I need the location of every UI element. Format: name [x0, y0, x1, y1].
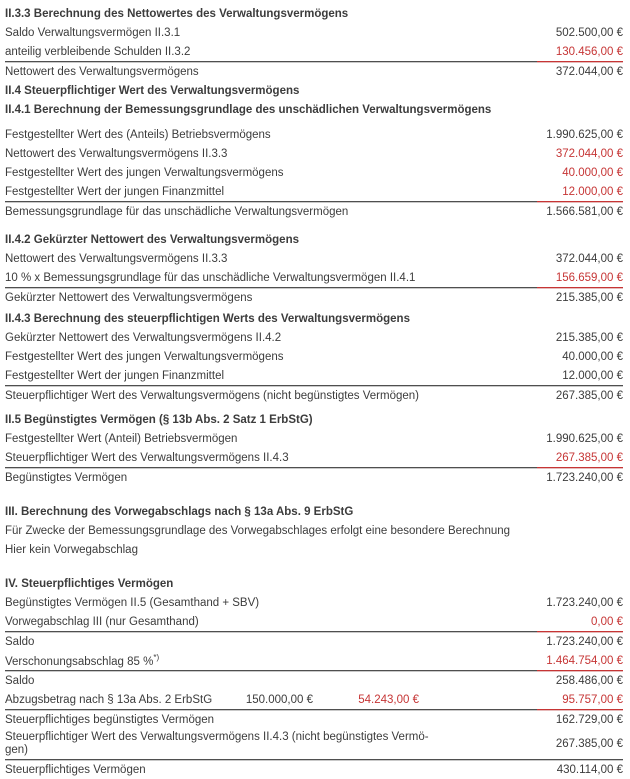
row-label-text: Nettowert des Verwaltungsvermögens — [5, 65, 199, 78]
row-label — [5, 597, 546, 609]
row-value: 40.000,00 € — [562, 166, 623, 179]
row-value: 1.464.754,00 € — [546, 654, 623, 667]
row-label — [5, 27, 556, 39]
table-row — [5, 62, 623, 81]
table-row — [5, 328, 623, 347]
row-label-text: Festgestellter Wert des jungen Verwaltungsvermögens — [5, 350, 284, 363]
row-label-text: Nettowert des Verwaltungsvermögens II.3.3 — [5, 147, 228, 160]
row-label — [5, 675, 556, 687]
table-row — [5, 288, 623, 307]
row-label — [5, 46, 556, 58]
section — [5, 81, 623, 100]
section-heading: II.4.3 Berechnung des steuerpflichtigen Werts des Verwaltungsvermögens — [5, 312, 410, 325]
row-value: 0,00 € — [591, 615, 623, 628]
row-value: 1.566.581,00 € — [546, 205, 623, 218]
table-row — [5, 347, 623, 366]
row-label-text: Steuerpflichtiger Wert des Verwaltungsvermögens II.4.3 — [5, 451, 289, 464]
sum-separator — [5, 467, 623, 468]
section-rows — [5, 23, 623, 81]
row-value: 40.000,00 € — [562, 350, 623, 363]
table-row — [5, 710, 623, 729]
row-label — [5, 370, 562, 382]
row-mid-value-1: 150.000,00 € — [245, 693, 313, 706]
row-label-text: Bemessungsgrundlage für das unschädliche Verwaltungsvermögen — [5, 205, 349, 218]
row-label-text: Begünstigtes Vermögen — [5, 471, 128, 484]
sum-separator — [5, 61, 623, 62]
row-label-text: Für Zwecke der Bemessungsgrundlage des Vorwegabschlages erfolgt eine besondere Berechnung — [5, 524, 511, 537]
table-row — [5, 182, 623, 201]
row-label-text: Festgestellter Wert der jungen Finanzmittel — [5, 369, 225, 382]
row-label-text: Gekürzter Nettowert des Verwaltungsvermögens II.4.2 — [5, 331, 282, 344]
table-row — [5, 249, 623, 268]
row-label — [5, 167, 562, 179]
row-label-text: Hier kein Vorwegabschlag — [5, 543, 138, 556]
row-value: 130.456,00 € — [555, 45, 623, 58]
row-value: 12.000,00 € — [562, 369, 623, 382]
row-value: 430.114,00 € — [556, 763, 623, 776]
section-rows — [5, 521, 623, 559]
sum-separator — [5, 201, 623, 202]
row-label — [5, 351, 562, 363]
row-label — [5, 714, 556, 726]
row-label — [5, 616, 591, 628]
section — [5, 100, 623, 221]
row-value: 162.729,00 € — [555, 713, 623, 726]
sum-separator — [5, 759, 623, 760]
row-label-text: 10 % x Bemessungsgrundlage für das unschädliche Verwaltungsvermögen II.4.1 — [5, 271, 416, 284]
row-label-text: Saldo — [5, 674, 35, 687]
row-label — [5, 292, 556, 304]
table-row — [5, 366, 623, 385]
section-heading: IV. Steuerpflichtiges Vermögen — [5, 577, 174, 590]
row-label-line: Steuerpflichtiger Wert des Verwaltungsvermögens II.4.3 (nicht begünstigtes Vermö- — [5, 731, 429, 743]
row-label — [5, 544, 623, 556]
section-heading: II.5 Begünstigtes Vermögen (§ 13b Abs. 2 Satz 1 ErbStG) — [5, 413, 313, 426]
section-heading: II.3.3 Berechnung des Nettowertes des Verwaltungsvermögens — [5, 7, 349, 20]
section-rows — [5, 125, 623, 221]
table-row — [5, 690, 623, 709]
table-row — [5, 651, 623, 670]
table-row — [5, 612, 623, 631]
row-label-text: Festgestellter Wert des jungen Verwaltungsvermögens — [5, 166, 284, 179]
row-label-text: Festgestellter Wert der jungen Finanzmittel — [5, 185, 225, 198]
row-value: 215.385,00 € — [555, 291, 623, 304]
row-value: 1.723.240,00 € — [546, 596, 623, 609]
row-label — [5, 129, 546, 141]
section — [5, 4, 623, 81]
row-label — [5, 472, 546, 484]
row-label-text: Steuerpflichtiges begünstigtes Vermögen — [5, 713, 215, 726]
table-row — [5, 448, 623, 467]
row-value: 267.385,00 € — [555, 389, 623, 402]
row-label-text: anteilig verbleibende Schulden II.3.2 — [5, 45, 191, 58]
section-rows — [5, 429, 623, 487]
row-label: Abzugsbetrag nach § 13a Abs. 2 ErbStG — [5, 693, 213, 706]
row-value: 12.000,00 € — [562, 185, 623, 198]
row-value: 1.990.625,00 € — [546, 128, 623, 141]
table-row — [5, 42, 623, 61]
row-value: 156.659,00 € — [555, 271, 623, 284]
row-label — [5, 636, 546, 648]
table-row — [5, 540, 623, 559]
row-label — [5, 452, 556, 464]
table-row — [5, 429, 623, 448]
table-row — [5, 163, 623, 182]
section — [5, 309, 623, 405]
row-value: 372.044,00 € — [555, 65, 623, 78]
sum-separator — [5, 709, 623, 710]
row-label-text: Saldo — [5, 635, 35, 648]
table-row — [5, 521, 623, 540]
row-label — [5, 433, 546, 445]
sum-separator — [5, 670, 623, 671]
row-label — [5, 525, 623, 537]
row-label-text: Begünstigtes Vermögen II.5 (Gesamthand + SBV) — [5, 596, 260, 609]
table-row — [5, 202, 623, 221]
row-value: 1.723.240,00 € — [546, 635, 623, 648]
sum-separator — [5, 287, 623, 288]
row-value: 372.044,00 € — [555, 147, 623, 160]
row-label — [5, 66, 556, 78]
row-label-text: Verschonungsabschlag 85 % — [5, 655, 154, 668]
table-row — [5, 593, 623, 612]
row-value: 1.723.240,00 € — [546, 471, 623, 484]
table-row — [5, 268, 623, 287]
row-value: 372.044,00 € — [555, 252, 623, 265]
row-label — [5, 272, 556, 284]
row-label-text: Gekürzter Nettowert des Verwaltungsvermögens — [5, 291, 253, 304]
section-heading: III. Berechnung des Vorwegabschlags nach § 13a Abs. 9 ErbStG — [5, 505, 354, 518]
sum-separator — [5, 385, 623, 386]
row-value: 95.757,00 € — [562, 693, 623, 706]
section-rows — [5, 328, 623, 405]
row-label-text: Nettowert des Verwaltungsvermögens II.3.3 — [5, 252, 228, 265]
row-label — [5, 332, 556, 344]
sum-separator — [5, 631, 623, 632]
section — [5, 574, 623, 779]
row-value: 215.385,00 € — [555, 331, 623, 344]
section — [5, 230, 623, 307]
table-row — [5, 125, 623, 144]
row-value: 1.990.625,00 € — [546, 432, 623, 445]
section-rows — [5, 593, 623, 779]
row-label-text: Steuerpflichtiger Wert des Verwaltungsvermögens (nicht begünstigtes Vermögen) — [5, 389, 420, 402]
section — [5, 410, 623, 487]
row-value: 258.486,00 € — [555, 674, 623, 687]
row-label-text: Festgestellter Wert (Anteil) Betriebsvermögen — [5, 432, 238, 445]
table-row — [5, 729, 623, 759]
row-label — [5, 206, 546, 218]
section — [5, 502, 623, 559]
section-rows — [5, 249, 623, 307]
row-label-line: gen) — [5, 744, 29, 756]
section-heading: II.4.1 Berechnung der Bemessungsgrundlage des unschädlichen Verwaltungsvermögens — [5, 103, 492, 116]
table-row — [5, 144, 623, 163]
table-row — [5, 671, 623, 690]
row-label — [5, 764, 557, 776]
row-label-text: Festgestellter Wert des (Anteils) Betriebsvermögens — [5, 128, 271, 141]
row-label — [5, 148, 556, 160]
row-value: 502.500,00 € — [555, 26, 623, 39]
row-label-text: Vorwegabschlag III (nur Gesamthand) — [5, 615, 199, 628]
section-heading: II.4 Steuerpflichtiger Wert des Verwaltungsvermögens — [5, 84, 300, 97]
row-label — [5, 653, 546, 668]
table-row — [5, 23, 623, 42]
row-label — [5, 186, 562, 198]
row-label — [5, 253, 556, 265]
row-value: 267.385,00 € — [555, 451, 623, 464]
table-row — [5, 632, 623, 651]
footnote-marker: *) — [153, 653, 160, 663]
row-label-text: Saldo Verwaltungsvermögen II.3.1 — [5, 26, 181, 39]
row-label-text: Steuerpflichtiges Vermögen — [5, 763, 146, 776]
section-heading: II.4.2 Gekürzter Nettowert des Verwaltungsvermögens — [5, 233, 299, 246]
table-row — [5, 760, 623, 779]
row-mid-value-2: 54.243,00 € — [358, 693, 419, 706]
row-label — [5, 390, 556, 402]
row-label — [5, 729, 556, 759]
table-row — [5, 468, 623, 487]
row-value: 267.385,00 € — [555, 738, 623, 750]
table-row — [5, 386, 623, 405]
